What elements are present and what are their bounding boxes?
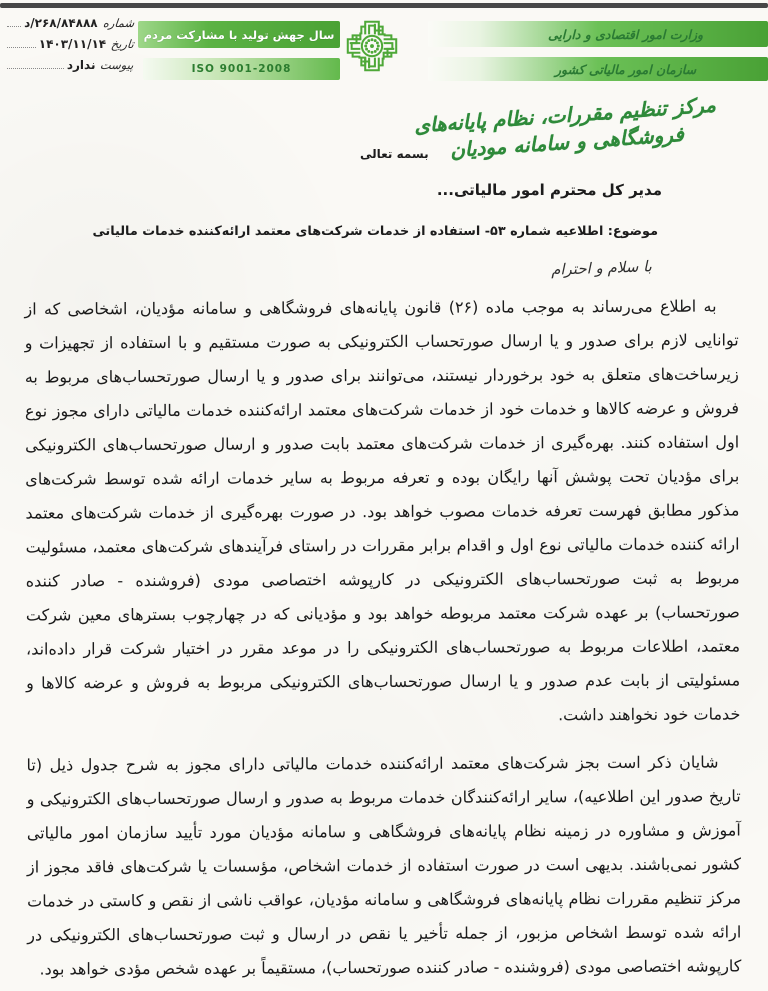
letter-body [24,289,741,991]
subject-line: موضوع: اطلاعیه شماره ۵۳- استفاده از خدمات شرکت‌های معتمد ارائه‌کننده خدمات مالیاتی [92,224,658,239]
letter-number-row [4,15,134,36]
letter-date-row [4,36,134,57]
tax-administration-emblem-icon [341,12,403,80]
body-paragraph-1: به اطلاع می‌رساند به موجب ماده (۲۶) قانون پایانه‌های فروشگاهی و سامانه مؤدیان، اشخاصی که از توانایی لازم برای صدور و یا ارسال صورتحساب الکترونیکی به صورت مستقیم و با استفاده از تجهیزات و زیرساخت‌های متعلق به خود برخوردار نیستند، می‌توانند برای صدور و یا ارسال صورتحساب‌های مربوط به فروش و عرضه کالاها و خدمات خود از خدمات شرکت‌های معتمد ارائه‌کننده خدمات مالیاتی دارای مجوز نوع اول استفاده کنند. بهره‌گیری از خدمات شرکت‌های معتمد بابت صدور و ارسال صورتحساب‌های الکترونیکی برای مؤدیان تحت پوشش آنها رایگان بوده و تعرفه مربوط به سایر خدمات ارائه شده توسط شرکت‌های مذکور مطابق فهرست تعرفه خدمات مصوب خواهد بود. در صورت بهره‌گیری از خدمات شرکت‌های معتمد ارائه کننده خدمات مالیاتی نوع اول و اقدام برابر مقررات در راستای فرآیندهای شرکت‌های معتمد، مسئولیت مربوط به ثبت صورتحساب‌های الکترونیکی در کارپوشه اختصاصی مودی (فروشنده - صادر کننده صورتحساب) بر عهده شرکت معتمد مربوطه خواهد بود و مؤدیانی که در چهارچوب بسترهای معین شرکت معتمد، اطلاعات مربوط به صورتحساب‌های الکترونیکی را در موعد مقرر در اختیار شرکت قرار داده‌اند، مسئولیتی از بابت عدم صدور و یا ارسال صورتحساب‌های الکترونیکی مربوط به فروش و عرضه کالاها و خدمات خود نخواهند داشت. [24,296,741,725]
ministry-band: وزارت امور اقتصادی و دارایی [428,21,768,47]
number-label: شماره [101,16,135,30]
leader-line [7,36,36,48]
scan-edge-artifact [0,3,768,8]
attachment-value: ندارد [66,58,96,72]
iso-certification-band: ISO 9001-2008 [143,58,340,80]
recipient-line: مدیر کل محترم امور مالیاتی... [436,181,662,199]
slogan-band: سال جهش تولید با مشارکت مردم [138,21,340,48]
basmala-text: بسمه تعالی [360,147,429,161]
leader-line [7,57,64,69]
handwritten-greeting: با سلام و احترام [550,257,653,279]
department-calligraphy-title: مرکز تنظیم مقررات، نظام پایانه‌های فروشگاهی و سامانه مودیان [413,92,717,163]
date-label: تاریخ [110,37,135,51]
body-paragraph-2: شایان ذکر است بجز شرکت‌های معتمد ارائه‌کننده خدمات مالیاتی دارای مجوز به شرح جدول ذیل (تا تاریخ صدور این اطلاعیه)، سایر ارائه‌کنندگان خدمات مربوط به صدور و ارسال صورتحساب‌های الکترونیکی و آموزش و مشاوره در زمینه نظام پایانه‌های فروشگاهی و سامانه مؤدیان مورد تأیید سازمان امور مالیاتی کشور نمی‌باشند. بدیهی است در صورت استفاده از خدمات اشخاص، مؤسسات یا شرکت‌های فاقد مجوز از مرکز تنظیم مقررات نظام پایانه‌های فروشگاهی و سامانه مؤدیان، عواقب ناشی از نقص و کاستی در خدمات ارائه شده توسط اشخاص مزبور، از جمله تأخیر یا نقص در ارسال و ثبت صورتحساب‌های الکترونیکی در کارپوشه اختصاصی مودی (فروشنده - صادر کننده صورتحساب)، مستقیماً بر عهده شخص مؤدی خواهد بود. [26,752,742,979]
organization-band: سازمان امور مالیاتی کشور [428,57,768,81]
letter-attachment-row [4,57,134,78]
leader-line [7,15,21,27]
date-value: ۱۴۰۳/۱۱/۱۴ [38,37,107,51]
attachment-label: پیوست [99,58,135,72]
number-value: ۲۶۸/۸۴۸۸۸/د [24,16,98,30]
letter-meta-block [4,15,134,78]
